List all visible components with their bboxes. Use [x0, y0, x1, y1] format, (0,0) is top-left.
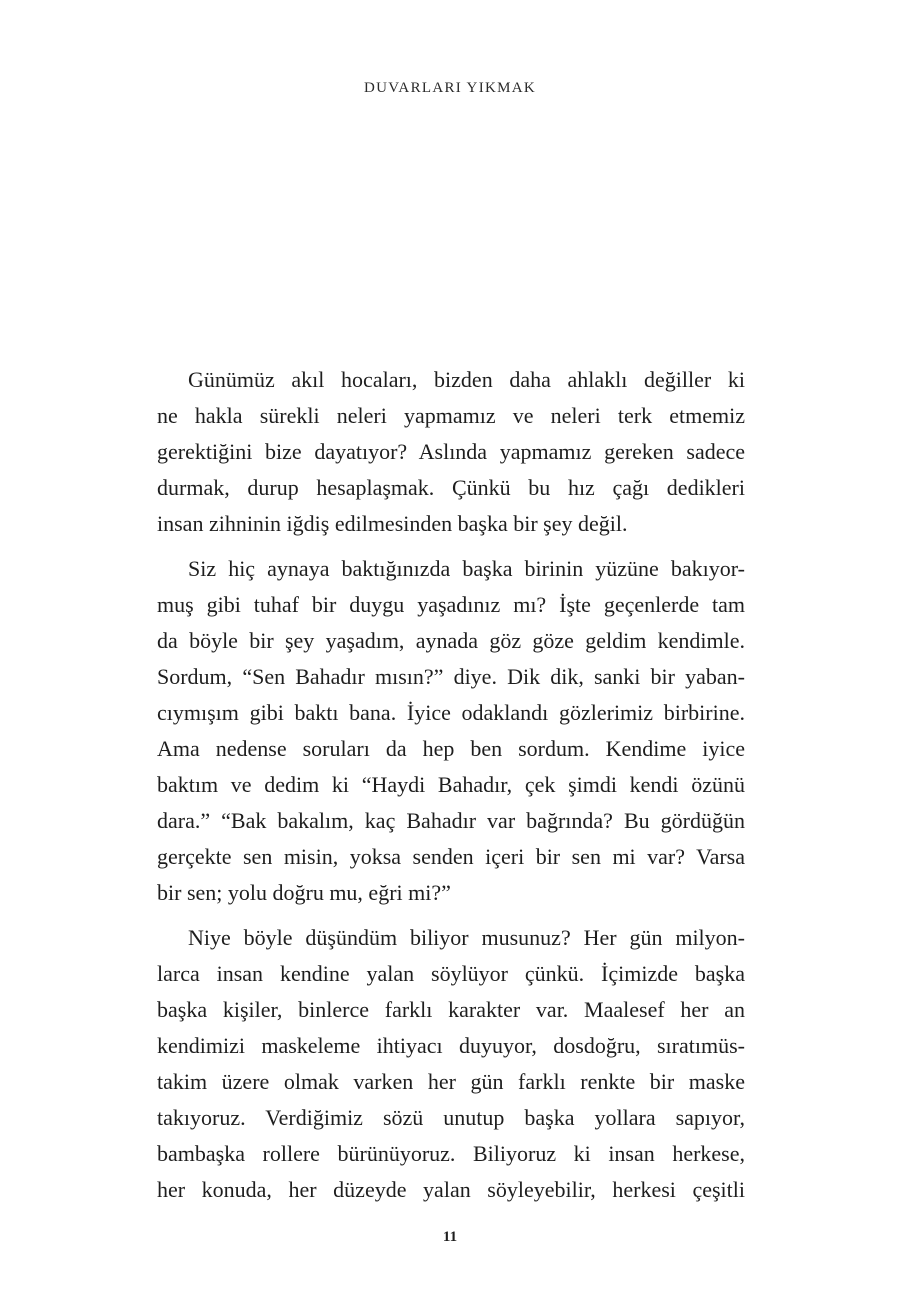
running-head: DUVARLARI YIKMAK [363, 80, 537, 96]
text-line: durmak, durup hesaplaşmak. Çünkü bu hız çağı dedikleri [157, 475, 745, 500]
text-line: her konuda, her düzeyde yalan söyleyebilir, herkesi çeşitli [157, 1177, 745, 1202]
text-line: insan zihninin iğdiş edilmesinden başka bir şey değil. [157, 511, 628, 536]
text-line: kendimizi maskeleme ihtiyacı duyuyor, dosdoğru, sıratımüs- [157, 1033, 745, 1058]
text-line: muş gibi tuhaf bir duygu yaşadınız mı? İşte geçenlerde tam [157, 592, 745, 617]
text-line: bir sen; yolu doğru mu, eğri mi?” [157, 880, 451, 905]
text-line: baktım ve dedim ki “Haydi Bahadır, çek şimdi kendi özünü [157, 772, 745, 797]
text-line: bambaşka rollere bürünüyoruz. Biliyoruz ki insan herkese, [157, 1141, 745, 1166]
text-line: Niye böyle düşündüm biliyor musunuz? Her gün milyon- [188, 925, 745, 950]
text-line: da böyle bir şey yaşadım, aynada göz göze geldim kendimle. [157, 628, 745, 653]
text-line: Siz hiç aynaya baktığınızda başka birinin yüzüne bakıyor- [188, 556, 745, 581]
paragraph [157, 920, 745, 1208]
text-line: gerektiğini bize dayatıyor? Aslında yapmamız gereken sadece [157, 439, 745, 464]
text-line: Ama nedense soruları da hep ben sordum. Kendime iyice [157, 736, 745, 761]
paragraph [157, 551, 745, 911]
text-line: dara.” “Bak bakalım, kaç Bahadır var bağrında? Bu gördüğün [157, 808, 745, 833]
text-line: ne hakla sürekli neleri yapmamız ve neleri terk etmemiz [157, 403, 745, 428]
paragraph [157, 362, 745, 542]
text-line: Günümüz akıl hocaları, bizden daha ahlaklı değiller ki [188, 367, 745, 392]
text-line: cıymışım gibi baktı bana. İyice odaklandı gözlerimiz birbirine. [157, 700, 745, 725]
text-line: başka kişiler, binlerce farklı karakter var. Maalesef her an [157, 997, 745, 1022]
page-number: 11 [442, 1229, 458, 1245]
text-line: takıyoruz. Verdiğimiz sözü unutup başka yollara sapıyor, [157, 1105, 745, 1130]
text-line: larca insan kendine yalan söylüyor çünkü. İçimizde başka [157, 961, 745, 986]
text-line: gerçekte sen misin, yoksa senden içeri bir sen mi var? Varsa [157, 844, 745, 869]
body-text [157, 362, 745, 1217]
text-line: Sordum, “Sen Bahadır mısın?” diye. Dik dik, sanki bir yaban- [157, 664, 745, 689]
text-line: takim üzere olmak varken her gün farklı renkte bir maske [157, 1069, 745, 1094]
